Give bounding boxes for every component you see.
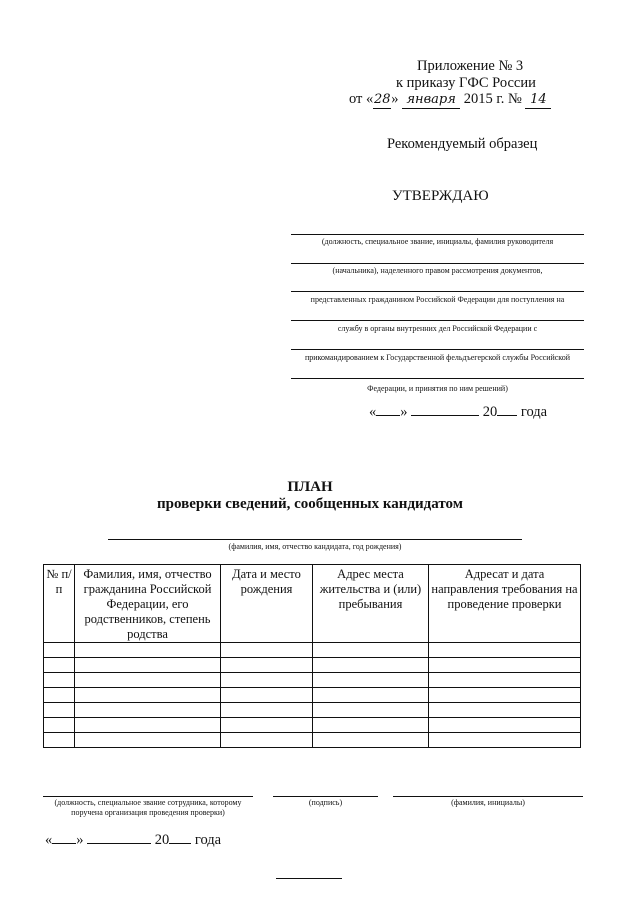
col-header-addressee: Адресат и дата направления требования на проведение проверки [429, 565, 581, 643]
col-header-address: Адрес места жительства и (или) пребывания [313, 565, 429, 643]
month-blank [411, 415, 479, 416]
year-blank [169, 843, 191, 844]
signature-caption: (подпись) [308, 798, 343, 807]
candidate-line [108, 539, 522, 540]
order-date-line [349, 91, 551, 109]
approve-line-3 [291, 291, 584, 292]
table-row [44, 733, 581, 748]
name-line [393, 796, 583, 797]
century: 20 [482, 404, 498, 420]
approve-caption-6: Федерации, и принятия по ним решений) [367, 384, 508, 393]
order-day: 28 [374, 92, 391, 107]
order-year: 2015 г. № [463, 91, 522, 107]
position-caption: (должность, специальное звание сотрудника, которому поручена организация проведения проверки) [54, 798, 242, 817]
year-suffix: года [520, 404, 548, 420]
table-header-row [44, 565, 581, 643]
approve-caption-2: (начальника), наделенного правом рассмотрения документов, [332, 266, 543, 275]
approve-line-2 [291, 263, 584, 264]
position-line [43, 796, 253, 797]
plan-title: ПЛАН [287, 479, 333, 495]
bottom-rule [276, 878, 342, 879]
century: 20 [154, 832, 170, 848]
col-header-name: Фамилия, имя, отчество гражданина Российской Федерации, его родственников, степень родства [75, 565, 221, 643]
sample-label: Рекомендуемый образец [387, 136, 538, 152]
date-open-quote: « [45, 832, 53, 848]
date-open-quote: « [369, 404, 377, 420]
col-header-birth: Дата и место рождения [221, 565, 313, 643]
day-blank [376, 415, 400, 416]
date-close-quote: » [76, 832, 84, 848]
table-row [44, 688, 581, 703]
appendix-label: Приложение № 3 [417, 58, 524, 74]
date-close-quote: » [400, 404, 408, 420]
approve-title: УТВЕРЖДАЮ [392, 188, 489, 204]
approve-caption-4: службу в органы внутренних дел Российской Федерации с [337, 324, 538, 333]
approve-date [369, 404, 547, 421]
plan-subtitle: проверки сведений, сообщенных кандидатом [157, 496, 463, 512]
approve-line-4 [291, 320, 584, 321]
table-row [44, 673, 581, 688]
order-month: января [402, 91, 460, 109]
approve-line-6 [291, 378, 584, 379]
date-mid: » [391, 91, 399, 107]
order-number: 14 [525, 91, 551, 109]
approve-line-1 [291, 234, 584, 235]
approve-caption-1: (должность, специальное звание, инициалы, фамилия руководителя [321, 237, 554, 246]
month-blank [87, 843, 151, 844]
approve-caption-3: представленных гражданином Российской Федерации для поступления на [310, 295, 565, 304]
table-row [44, 658, 581, 673]
table-row [44, 643, 581, 658]
name-caption: (фамилия, инициалы) [451, 798, 525, 807]
year-blank [497, 415, 517, 416]
table-row [44, 703, 581, 718]
order-label: к приказу ГФС России [396, 75, 536, 91]
approve-line-5 [291, 349, 584, 350]
approve-caption-5: прикомандированием к Государственной фельдъегерской службы Российской [304, 353, 571, 362]
plan-table [43, 564, 581, 748]
year-suffix: года [194, 832, 222, 848]
candidate-caption: (фамилия, имя, отчество кандидата, год рождения) [228, 542, 402, 551]
col-header-number: № п/п [44, 565, 75, 643]
date-prefix: от « [349, 91, 374, 107]
footer-date [45, 832, 221, 849]
day-blank [52, 843, 76, 844]
table-row [44, 718, 581, 733]
signature-line [273, 796, 378, 797]
